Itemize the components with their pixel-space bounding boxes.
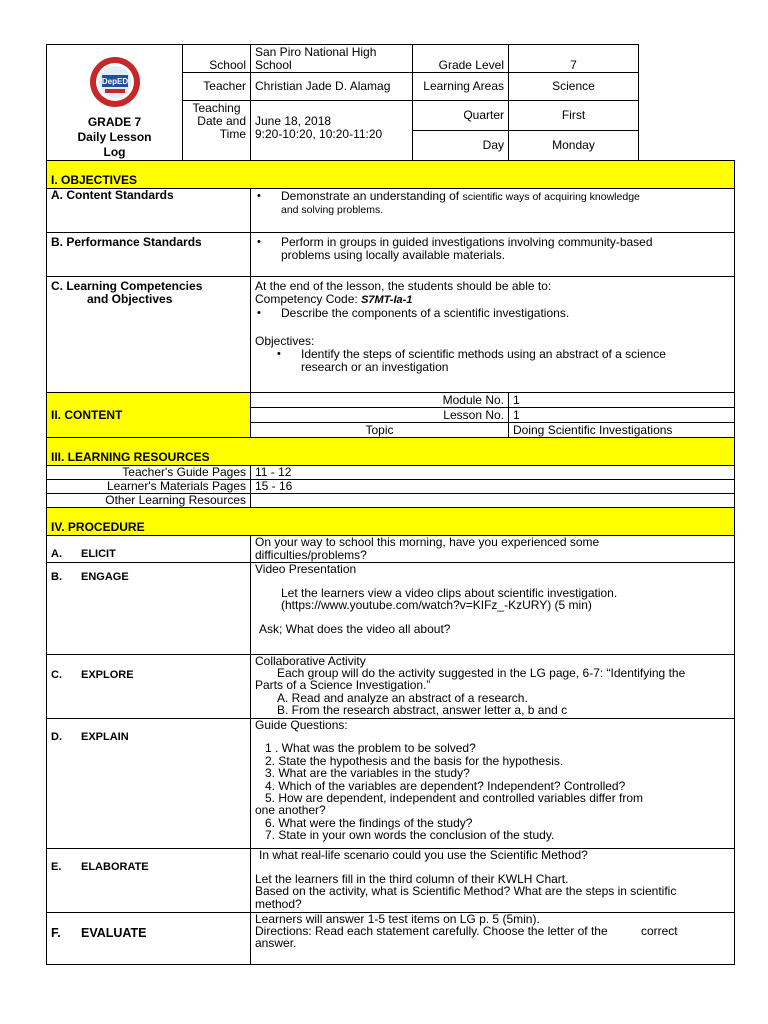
time-value: 9:20-10:20, 10:20-11:20: [255, 127, 383, 141]
day-label: Day: [413, 131, 509, 161]
elaborate-text-3: Based on the activity, what is Scientific Method? What are the steps in scientific: [255, 884, 677, 899]
date-time-value: [251, 101, 413, 161]
module-value: 1: [509, 393, 735, 408]
daily-lesson-log-table: [46, 44, 735, 965]
tg-pages-value: 11 - 12: [251, 466, 735, 480]
explore-cell: [251, 655, 735, 719]
evaluate-text-1: Learners will answer 1-5 test items on LG p. 5 (5min).: [255, 912, 540, 926]
grade-level-value: 7: [509, 45, 639, 73]
competencies-cell: [251, 277, 735, 393]
explore-text-1: Collaborative Activity: [255, 654, 366, 668]
objective-text-2: research or an investigation: [301, 360, 449, 374]
deped-seal: [51, 55, 178, 109]
explore-label: [47, 655, 251, 719]
school-value: San Piro National High School: [251, 45, 413, 73]
competency-code-value: S7MT-Ia-1: [361, 294, 413, 306]
deped-seal-icon: [83, 55, 147, 109]
elicit-text-2: difficulties/problems?: [255, 547, 367, 562]
elicit-label: [47, 536, 251, 563]
lm-pages-value: 15 - 16: [251, 480, 735, 494]
explore-letter: C.: [51, 669, 62, 681]
competency-bullet-text: Describe the components of a scientific investigations.: [281, 306, 570, 320]
elaborate-letter: E.: [51, 861, 62, 873]
explain-question-2: 2. State the hypothesis and the basis for the hypothesis.: [265, 753, 564, 768]
learning-areas-label: Learning Areas: [413, 73, 509, 101]
explore-text-4: A. Read and analyze an abstract of a research.: [277, 690, 528, 705]
elaborate-label: [47, 849, 251, 913]
explore-text-2: Each group will do the activity suggested in the LG page, 6-7: “Identifying the: [277, 666, 686, 681]
svg-text:DepED: DepED: [101, 77, 128, 86]
other-resources-value: [251, 494, 735, 508]
explore-label-text: EXPLORE: [81, 669, 134, 681]
engage-text-1: Video Presentation: [255, 562, 357, 576]
topic-label: Topic: [251, 423, 509, 438]
elaborate-cell: [251, 849, 735, 913]
bullet-icon: •: [277, 348, 281, 360]
grade-level-label: Grade Level: [413, 45, 509, 73]
content-section-title: II. CONTENT: [47, 393, 251, 438]
lesson-label: Lesson No.: [251, 408, 509, 423]
school-label: School: [183, 45, 251, 73]
performance-text-1: Perform in groups in guided investigations involving community-based: [281, 235, 653, 249]
explore-text-5: B. From the research abstract, answer letter a, b and c: [277, 702, 568, 717]
elicit-cell: [251, 536, 735, 563]
explore-text-3: Parts of a Science Investigation.”: [255, 678, 431, 693]
day-value: Monday: [509, 131, 639, 161]
elicit-letter: A.: [51, 548, 62, 560]
engage-text-4: Ask; What does the video all about?: [259, 621, 451, 636]
performance-standards-cell: [251, 233, 735, 277]
learning-areas-value: Science: [509, 73, 639, 101]
content-standards-text-3: and solving problems.: [281, 204, 384, 216]
tg-pages-label: Teacher's Guide Pages: [47, 466, 251, 480]
objective-text-1: Identify the steps of scientific methods using an abstract of a science: [301, 347, 666, 361]
module-label: Module No.: [251, 393, 509, 408]
evaluate-text-2: Directions: Read each statement carefully. Choose the letter of the correct: [255, 924, 678, 939]
date-time-label: [183, 101, 251, 161]
other-resources-label: Other Learning Resources: [47, 494, 251, 508]
explain-question-3: 3. What are the variables in the study?: [265, 766, 470, 781]
log-title-line-2: Daily Lesson: [77, 130, 152, 144]
elaborate-text-2: Let the learners fill in the third column of their KWLH Chart.: [255, 872, 569, 887]
engage-letter: B.: [51, 571, 62, 583]
performance-standards-label: B. Performance Standards: [47, 233, 251, 277]
content-standards-text-2: scientific ways of acquiring knowledge: [462, 191, 640, 203]
elaborate-text-1: In what real-life scenario could you use the Scientific Method?: [259, 848, 588, 862]
procedure-section-title: IV. PROCEDURE: [47, 508, 735, 536]
competencies-intro: At the end of the lesson, the students should be able to:: [255, 279, 552, 293]
teacher-value: Christian Jade D. Alamag: [251, 73, 413, 101]
explain-question-5a: 5. How are dependent, independent and controlled variables differ from: [265, 791, 644, 806]
date-value: June 18, 2018: [255, 114, 332, 128]
elicit-label-text: ELICIT: [81, 548, 116, 560]
log-title-cell: [47, 45, 183, 161]
elaborate-text-4: method?: [255, 896, 302, 911]
explain-question-5b: one another?: [255, 803, 326, 818]
evaluate-letter: F.: [51, 926, 61, 940]
elicit-text-1: On your way to school this morning, have you experienced some: [255, 535, 600, 549]
competencies-label: [47, 277, 251, 393]
content-standards-label: A. Content Standards: [47, 189, 251, 233]
explain-question-4: 4. Which of the variables are dependent? Independent? Controlled?: [265, 778, 626, 793]
date-time-label-line-2: Date and: [197, 114, 246, 128]
competencies-label-line-1: C. Learning Competencies: [51, 279, 203, 293]
bullet-icon: •: [257, 236, 261, 248]
lesson-value: 1: [509, 408, 735, 423]
performance-text-2: problems using locally available materials.: [281, 248, 506, 262]
evaluate-cell: [251, 913, 735, 965]
explain-label: [47, 719, 251, 849]
quarter-value: First: [509, 101, 639, 131]
explain-cell: [251, 719, 735, 849]
quarter-label: Quarter: [413, 101, 509, 131]
teacher-label: Teacher: [183, 73, 251, 101]
engage-label: [47, 563, 251, 655]
date-time-label-line-3: Time: [219, 127, 246, 141]
topic-value: Doing Scientific Investigations: [509, 423, 735, 438]
lm-pages-label: Learner's Materials Pages: [47, 480, 251, 494]
evaluate-label-text: EVALUATE: [81, 926, 147, 940]
evaluate-label: [47, 913, 251, 965]
date-time-label-line-1: Teaching: [192, 101, 241, 115]
resources-section-title: III. LEARNING RESOURCES: [47, 438, 735, 466]
content-standards-cell: [251, 189, 735, 233]
explain-text-1: Guide Questions:: [255, 718, 348, 732]
explain-question-7: 7. State in your own words the conclusion of the study.: [265, 828, 555, 843]
explain-label-text: EXPLAIN: [81, 731, 129, 743]
engage-cell: [251, 563, 735, 655]
engage-text-2: Let the learners view a video clips about scientific investigation.: [281, 585, 618, 600]
explain-letter: D.: [51, 731, 62, 743]
elaborate-label-text: ELABORATE: [81, 861, 149, 873]
objectives-label: Objectives:: [255, 334, 315, 348]
content-standards-text-1: Demonstrate an understanding of: [281, 189, 463, 203]
objectives-section-title: I. OBJECTIVES: [47, 161, 735, 189]
engage-text-3: (https://www.youtube.com/watch?v=KIFz_-KzURY) (5 min): [281, 598, 592, 612]
log-title-line-3: Log: [103, 145, 126, 159]
engage-label-text: ENGAGE: [81, 571, 129, 583]
explain-question-6: 6. What were the findings of the study?: [265, 815, 473, 830]
competencies-label-line-2: and Objectives: [87, 292, 173, 306]
bullet-icon: •: [257, 307, 261, 319]
log-title-line-1: GRADE 7: [87, 115, 142, 129]
bullet-icon: •: [257, 190, 261, 202]
evaluate-text-3: answer.: [255, 936, 297, 951]
competency-code-label: Competency Code:: [255, 292, 362, 306]
explain-question-1: 1 . What was the problem to be solved?: [265, 741, 476, 756]
